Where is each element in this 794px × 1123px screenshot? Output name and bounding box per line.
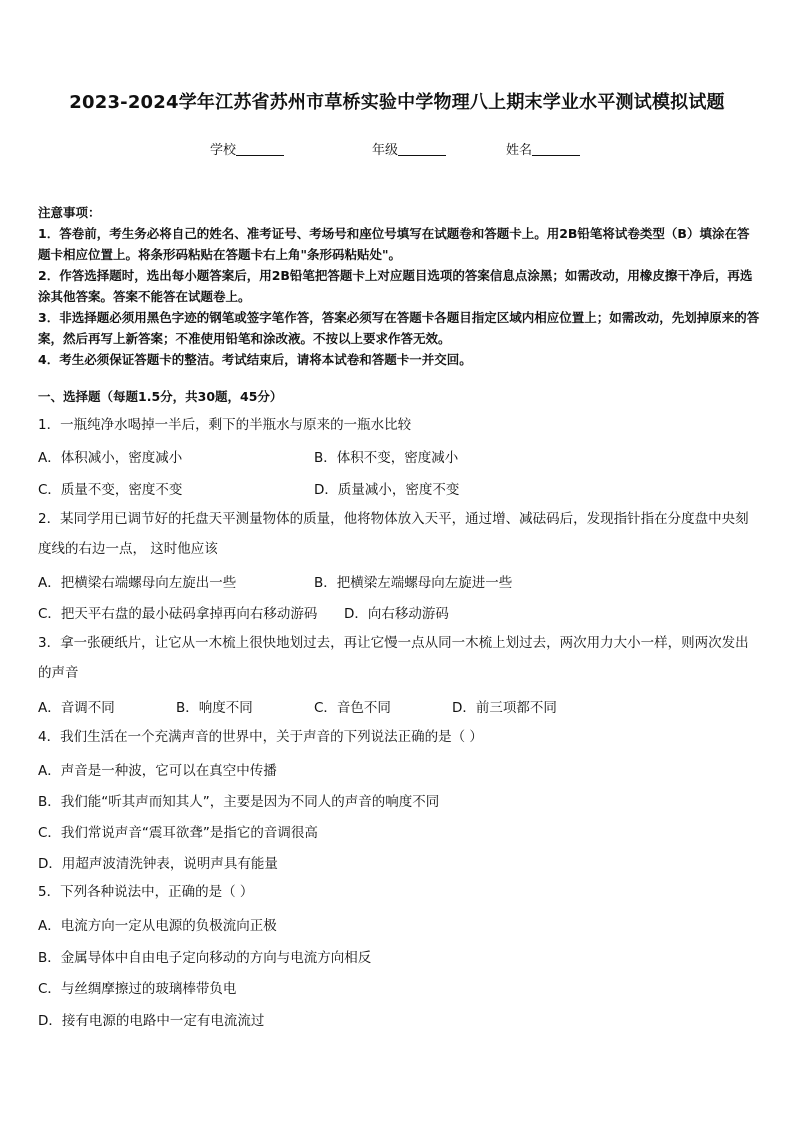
- question-1: [38, 410, 762, 440]
- question-5-option-a: A．电流方向一定从电源的负极流向正极: [38, 918, 277, 934]
- school-label: 学校: [210, 143, 237, 158]
- grade-label: 年级: [372, 143, 399, 158]
- question-1-option-d: D．质量减小，密度不变: [314, 482, 460, 498]
- notes-heading: 注意事项：: [38, 205, 101, 220]
- question-4-option-c: C．我们常说声音“震耳欲聋”是指它的音调很高: [38, 825, 318, 841]
- question-2-option-b: B．把横梁左端螺母向左旋进一些: [314, 575, 513, 591]
- question-stem: 4．我们生活在一个充满声音的世界中，关于声音的下列说法正确的是（ ）: [38, 729, 483, 745]
- question-3-option-a: A．音调不同: [38, 700, 115, 716]
- question-1-option-b: B．体积不变，密度减小: [314, 450, 459, 466]
- note-item: 2．作答选择题时，选出每小题答案后，用2B铅笔把答题卡上对应题目选项的答案信息点涂黑；如需改动，用橡皮擦干净后，再选涂其他答案。答案不能答在试题卷上。: [38, 268, 753, 304]
- name-blank: [532, 143, 580, 156]
- name-label: 姓名: [506, 143, 533, 158]
- question-4-option-d: D．用超声波清洗钟表，说明声具有能量: [38, 856, 278, 872]
- question-2-option-a: A．把横梁右端螺母向左旋出一些: [38, 575, 237, 591]
- note-item: 1．答卷前，考生务必将自己的姓名、准考证号、考场号和座位号填写在试题卷和答题卡上。用2B铅笔将试卷类型（B）填涂在答题卡相应位置上。将条形码粘贴在答题卡右上角"条形码粘贴处"。: [38, 226, 750, 262]
- question-2-option-c: C．把天平右盘的最小砝码拿掉再向右移动游码: [38, 606, 318, 622]
- question-5: [38, 877, 762, 907]
- question-1-option-a: A．体积减小，密度减小: [38, 450, 183, 466]
- page-title: 2023-2024学年江苏省苏州市草桥实验中学物理八上期末学业水平测试模拟试题: [69, 92, 725, 113]
- section-heading: 一、选择题（每题1.5分，共30题，45分）: [38, 389, 283, 404]
- question-stem: 5．下列各种说法中，正确的是（ ）: [38, 884, 254, 900]
- question-2: [38, 504, 762, 564]
- question-1-option-c: C．质量不变，密度不变: [38, 482, 183, 498]
- school-blank: [236, 143, 284, 156]
- question-stem: 1．一瓶纯净水喝掉一半后，剩下的半瓶水与原来的一瓶水比较: [38, 417, 412, 433]
- grade-field: [372, 139, 446, 158]
- question-5-option-d: D．接有电源的电路中一定有电流流过: [38, 1013, 265, 1029]
- note-item: 3．非选择题必须用黑色字迹的钢笔或签字笔作答，答案必须写在答题卡各题目指定区域内相应位置上；如需改动，先划掉原来的答案，然后再写上新答案；不准使用铅笔和涂改液。不按以上要求作答无效。: [38, 310, 760, 346]
- exam-notes: [38, 202, 760, 370]
- name-field: [506, 139, 580, 158]
- question-3: [38, 628, 762, 688]
- question-stem: 2．某同学用已调节好的托盘天平测量物体的质量，他将物体放入天平，通过增、减砝码后，发现指针指在分度盘中央刻度线的右边一点， 这时他应该: [38, 511, 749, 557]
- grade-blank: [398, 143, 446, 156]
- question-3-option-d: D．前三项都不同: [452, 700, 557, 716]
- school-field: [210, 139, 284, 158]
- question-5-option-c: C．与丝绸摩擦过的玻璃棒带负电: [38, 981, 237, 997]
- question-4: [38, 722, 762, 752]
- question-2-option-d: D．向右移动游码: [344, 606, 449, 622]
- question-5-option-b: B．金属导体中自由电子定向移动的方向与电流方向相反: [38, 950, 372, 966]
- question-3-option-b: B．响度不同: [176, 700, 253, 716]
- question-stem: 3．拿一张硬纸片，让它从一木梳上很快地划过去，再让它慢一点从同一木梳上划过去，两次用力大小一样，则两次发出的声音: [38, 635, 749, 681]
- question-3-option-c: C．音色不同: [314, 700, 391, 716]
- question-4-option-a: A．声音是一种波，它可以在真空中传播: [38, 763, 277, 779]
- question-4-option-b: B．我们能“听其声而知其人”，主要是因为不同人的声音的响度不同: [38, 794, 440, 810]
- note-item: 4．考生必须保证答题卡的整洁。考试结束后，请将本试卷和答题卡一并交回。: [38, 352, 472, 367]
